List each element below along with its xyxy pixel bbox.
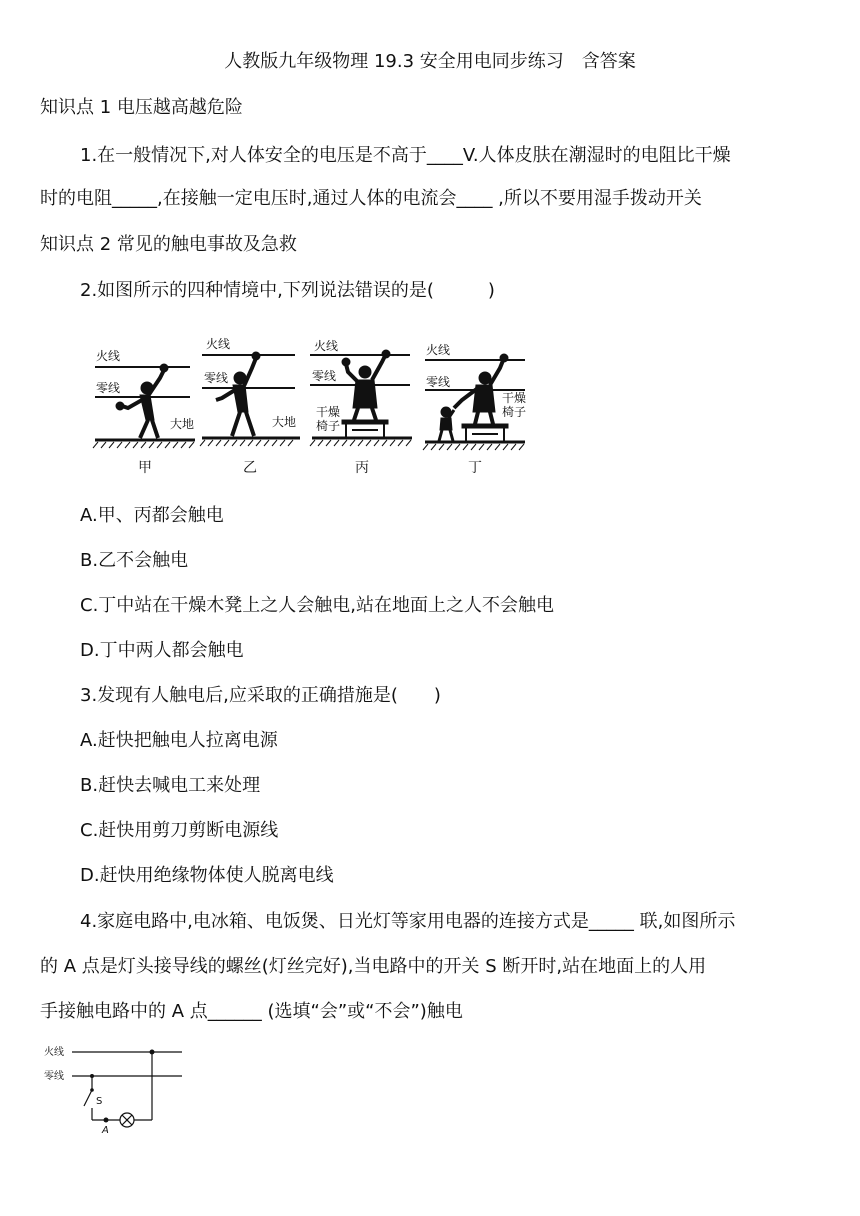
- q3-option-c: C.赶快用剪刀剪断电源线: [80, 820, 279, 841]
- q1-line-1: 1.在一般情况下,对人体安全的电压是不高于____V.人体皮肤在潮湿时的电阻比干燥: [80, 145, 731, 166]
- q4-line-1: 4.家庭电路中,电冰箱、电饭煲、日光灯等家用电器的连接方式是_____ 联,如图所示: [80, 911, 736, 932]
- fig-stool-label-3a: 干燥: [316, 405, 341, 419]
- q3-option-a: A.赶快把触电人拉离电源: [80, 730, 278, 751]
- q2-stem: 2.如图所示的四种情境中,下列说法错误的是( ): [80, 280, 495, 301]
- q3-option-b: B.赶快去喊电工来处理: [80, 775, 261, 796]
- q1-line-2: 时的电阻_____,在接触一定电压时,通过人体的电流会____ ,所以不要用湿手拨动开关: [40, 188, 702, 209]
- fig-neutral-label-2: 零线: [204, 371, 229, 385]
- fig-live-label-1: 火线: [96, 349, 121, 363]
- q2-option-b: B.乙不会触电: [80, 550, 189, 571]
- fig-neutral-label-3: 零线: [312, 369, 337, 383]
- fig-ground-label-1: 大地: [170, 417, 195, 431]
- q3-stem: 3.发现有人触电后,应采取的正确措施是( ): [80, 685, 441, 706]
- fig-stool-label-4b: 椅子: [502, 405, 527, 419]
- circuit-neutral-label: 零线: [44, 1071, 64, 1082]
- q2-figure: [90, 330, 530, 480]
- fig-caption-bing: 丙: [355, 460, 369, 476]
- fig-caption-yi: 乙: [243, 460, 257, 476]
- q3-option-d: D.赶快用绝缘物体使人脱离电线: [80, 865, 334, 886]
- q2-option-c: C.丁中站在干燥木凳上之人会触电,站在地面上之人不会触电: [80, 595, 555, 616]
- fig-caption-ding: 丁: [468, 460, 482, 476]
- circuit-live-label: 火线: [44, 1047, 64, 1058]
- fig-stool-label-4a: 干燥: [502, 391, 527, 405]
- fig-live-label-3: 火线: [314, 339, 339, 353]
- fig-live-label-2: 火线: [206, 337, 231, 351]
- q4-circuit: [44, 1040, 194, 1135]
- circuit-point-label: A: [102, 1125, 109, 1135]
- fig-live-label-4: 火线: [426, 343, 451, 357]
- q4-line-2: 的 A 点是灯头接导线的螺丝(灯丝完好),当电路中的开关 S 断开时,站在地面上的人用: [40, 956, 707, 977]
- q2-option-a: A.甲、丙都会触电: [80, 505, 224, 526]
- page-title: 人教版九年级物理 19.3 安全用电同步练习 含答案: [224, 51, 636, 72]
- fig-neutral-label-1: 零线: [96, 381, 121, 395]
- fig-neutral-label-4: 零线: [426, 375, 451, 389]
- circuit-switch-label: S: [96, 1096, 103, 1107]
- section-heading-2: 知识点 2 常见的触电事故及急救: [40, 234, 297, 255]
- section-heading-1: 知识点 1 电压越高越危险: [40, 97, 243, 118]
- q2-option-d: D.丁中两人都会触电: [80, 640, 244, 661]
- fig-ground-label-2: 大地: [272, 415, 297, 429]
- fig-stool-label-3b: 椅子: [316, 419, 341, 433]
- q4-line-3: 手接触电路中的 A 点______ (选填“会”或“不会”)触电: [40, 1001, 463, 1022]
- fig-caption-jia: 甲: [138, 460, 152, 476]
